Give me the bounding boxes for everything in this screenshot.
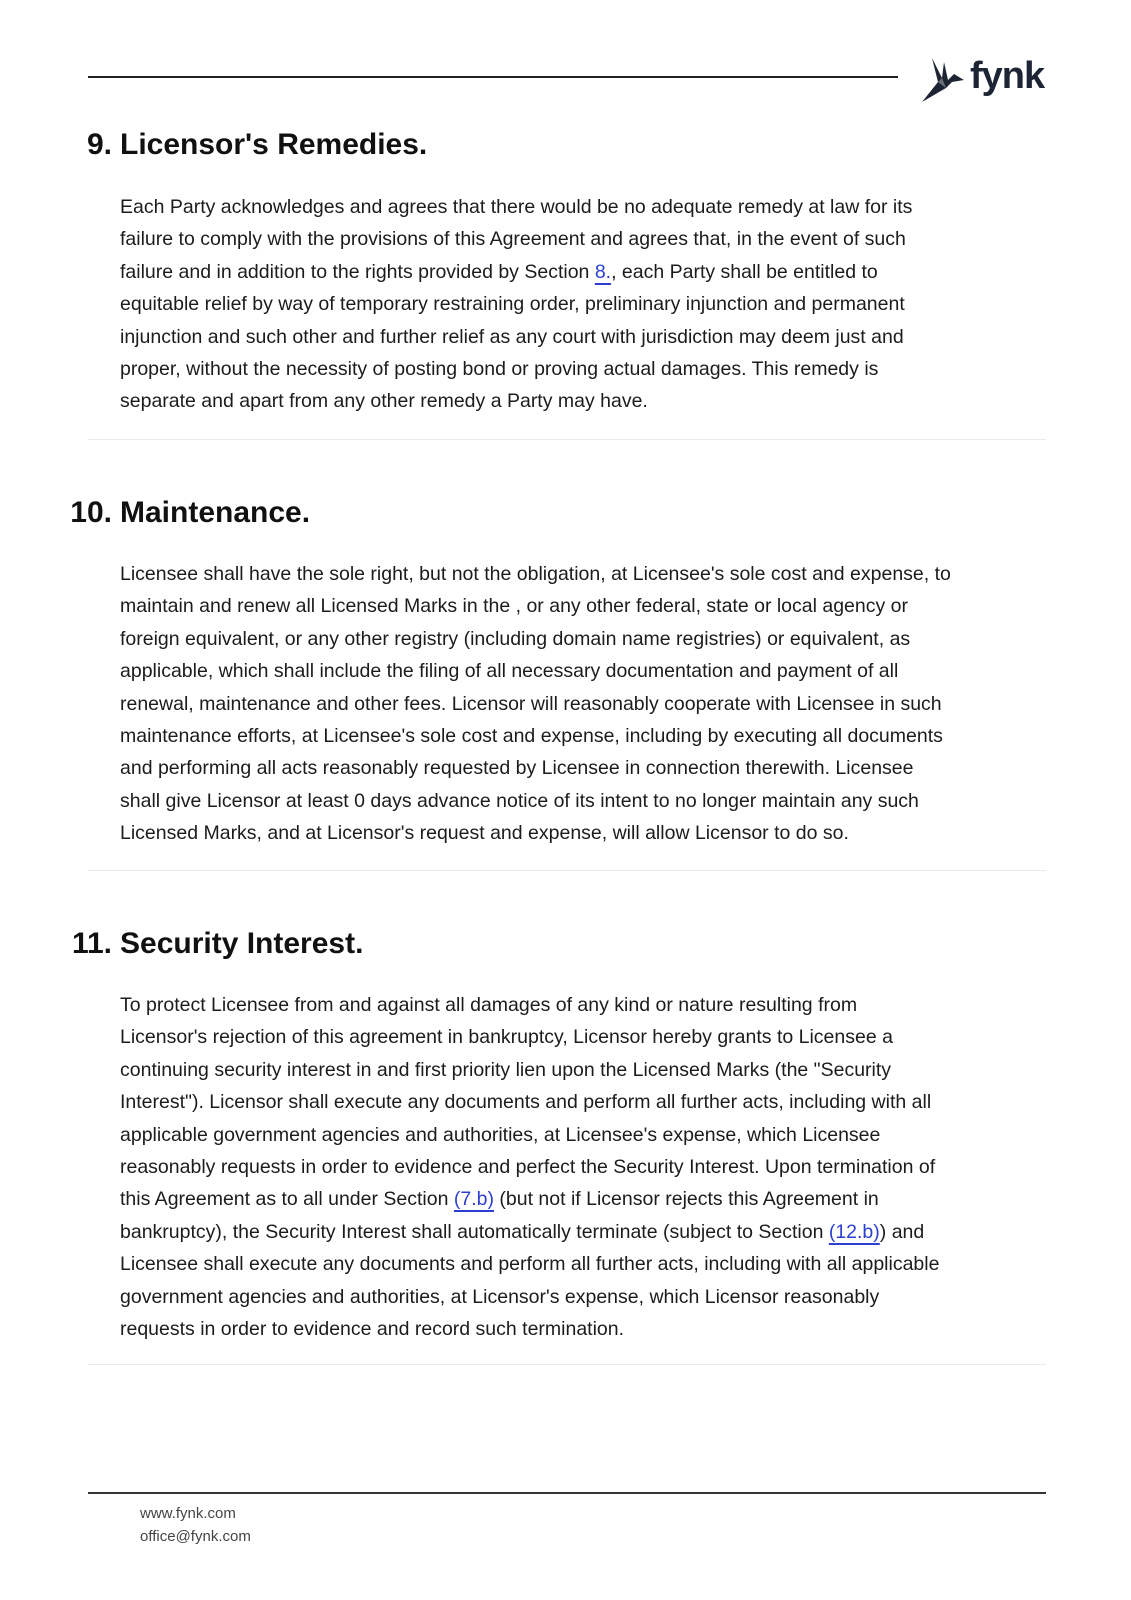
section-heading xyxy=(0,128,427,162)
paragraph-line: Interest"). Licensor shall execute any documents and perform all further acts, including with all xyxy=(120,1091,932,1114)
section-reference-link[interactable]: (7.b) xyxy=(453,1188,494,1211)
paragraph-line: proper, without the necessity of posting bond or proving actual damages. This remedy is xyxy=(120,358,879,381)
paragraph-line: government agencies and authorities, at Licensor's expense, which Licensor reasonably xyxy=(120,1285,880,1308)
paragraph-line: failure to comply with the provisions of this Agreement and agrees that, in the event of such xyxy=(120,228,906,251)
section-number: 9. xyxy=(86,128,112,161)
bird-icon xyxy=(918,52,966,104)
fynk-logo xyxy=(918,50,1048,106)
paragraph-line: Licensee shall execute any documents and perform all further acts, including with all applicable xyxy=(120,1253,940,1276)
logo-text: fynk xyxy=(970,54,1045,97)
paragraph-line: requests in order to evidence and record such termination. xyxy=(120,1318,625,1341)
paragraph-line: equitable relief by way of temporary restraining order, preliminary injunction and permanent xyxy=(120,293,905,316)
section-paragraph xyxy=(120,989,1040,1345)
paragraph-line: maintain and renew all Licensed Marks in the , or any other federal, state or local agency or xyxy=(120,595,909,618)
section-divider xyxy=(88,1364,1046,1365)
section-title: Maintenance. xyxy=(120,496,311,529)
paragraph-line: foreign equivalent, or any other registry (including domain name registries) or equivalent, as xyxy=(120,627,911,650)
paragraph-line: renewal, maintenance and other fees. Licensor will reasonably cooperate with Licensee in such xyxy=(120,692,942,715)
paragraph-line: continuing security interest in and first priority lien upon the Licensed Marks (the "Security xyxy=(120,1058,892,1081)
footer-website: www.fynk.com xyxy=(140,1505,236,1522)
paragraph-line: Licensed Marks, and at Licensor's request and expense, will allow Licensor to do so. xyxy=(120,822,849,845)
section-heading xyxy=(0,496,310,530)
paragraph-line: Licensee shall have the sole right, but not the obligation, at Licensee's sole cost and expense, to xyxy=(120,563,951,585)
section-divider xyxy=(88,439,1046,440)
paragraph-line: applicable, which shall include the filing of all necessary documentation and payment of all xyxy=(120,660,899,683)
paragraph-line: separate and apart from any other remedy a Party may have. xyxy=(120,390,648,413)
section-heading xyxy=(0,927,363,961)
footer xyxy=(140,1502,251,1548)
paragraph-line: and performing all acts reasonably requested by Licensee in connection therewith. Licensee xyxy=(120,757,914,780)
section-title: Licensor's Remedies. xyxy=(120,128,428,161)
paragraph-line: maintenance efforts, at Licensee's sole cost and expense, including by executing all documents xyxy=(120,725,943,748)
footer-email: office@fynk.com xyxy=(140,1528,251,1545)
paragraph-line: To protect Licensee from and against all damages of any kind or nature resulting from xyxy=(120,994,858,1016)
section-divider xyxy=(88,870,1046,871)
section-reference-link[interactable]: (12.b) xyxy=(828,1220,880,1243)
paragraph-line: reasonably requests in order to evidence and perfect the Security Interest. Upon termination of xyxy=(120,1156,936,1179)
paragraph-line: this Agreement as to all under Section (7.b) (but not if Licensor rejects this Agreement in xyxy=(120,1188,879,1211)
paragraph-line: Each Party acknowledges and agrees that there would be no adequate remedy at law for its xyxy=(120,196,913,218)
paragraph-line: injunction and such other and further relief as any court with jurisdiction may deem just and xyxy=(120,325,904,348)
paragraph-line: applicable government agencies and authorities, at Licensee's expense, which Licensee xyxy=(120,1123,881,1146)
header-divider xyxy=(88,76,898,78)
section-number: 11. xyxy=(71,927,112,960)
paragraph-line: failure and in addition to the rights provided by Section 8., each Party shall be entitled to xyxy=(120,260,878,283)
section-paragraph xyxy=(120,558,1040,850)
section-title: Security Interest. xyxy=(120,927,364,960)
section-paragraph xyxy=(120,191,1040,418)
footer-divider xyxy=(88,1492,1046,1494)
section-number: 10. xyxy=(70,496,112,529)
section-reference-link[interactable]: 8. xyxy=(594,260,612,283)
paragraph-line: Licensor's rejection of this agreement in bankruptcy, Licensor hereby grants to Licensee a xyxy=(120,1026,893,1049)
paragraph-line: bankruptcy), the Security Interest shall automatically terminate (subject to Section (12.b)) and xyxy=(120,1220,925,1243)
paragraph-line: shall give Licensor at least 0 days advance notice of its intent to no longer maintain any such xyxy=(120,789,919,812)
